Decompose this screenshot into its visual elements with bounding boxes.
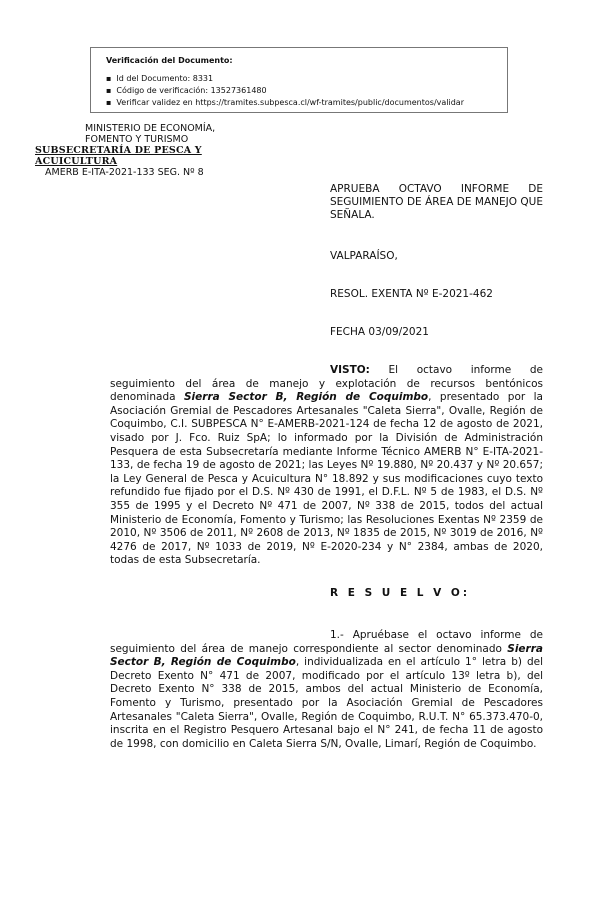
resuelvo-heading: R E S U E L V O: <box>330 587 471 599</box>
resolution-date: FECHA 03/09/2021 <box>330 326 429 338</box>
place: VALPARAÍSO, <box>330 250 398 262</box>
visto-paragraph <box>110 364 543 568</box>
resolution-subject: APRUEBA OCTAVO INFORME DE SEGUIMIENTO DE ÁREA DE MANEJO QUE SEÑALA. <box>330 183 543 221</box>
visto-text-2: , presentado por la Asociación Gremial de Pescadores Artesanales "Caleta Sierra", Ovalle, Región de Coquimbo, C.I. SUBPESCA N° E-AMERB-2021-124 de fecha 12 de agosto de 2021, visado por J. Fco. Ruiz SpA; lo informado por la División de Administración Pesquera de esta Subsecretaría mediante Informe Técnico AMERB N° E-ITA-2021-133, de fecha 19 de agosto de 2021; las Leyes Nº 19.880, Nº 20.437 y Nº 20.657; la Ley General de Pesca y Acuicultura N° 18.892 y sus modificaciones cuyo texto refundido fue fijado por el D.S. Nº 430 de 1991, el D.F.L. Nº 5 de 1983, el D.S. Nº 355 de 1995 y el Decreto Nº 471 de 2007, Nº 338 de 2015, todos del actual Ministerio de Economía, Fomento y Turismo; las Resoluciones Exentas Nº 2359 de 2010, Nº 3506 de 2011, Nº 2608 de 2013, Nº 1835 de 2015, Nº 3019 de 2016, Nº 4276 de 2017, Nº 1033 de 2019, Nº E-2020-234 y N° 2384, ambas de 2020, todas de esta Subsecretaría. <box>110 391 543 567</box>
verification-box <box>90 47 508 113</box>
resolution-item-1 <box>110 629 543 751</box>
verification-code: ▪ Código de verificación: 13527361480 <box>106 85 507 97</box>
resolution-number: RESOL. EXENTA Nº E-2021-462 <box>330 288 493 300</box>
visto-text-1: El octavo informe de seguimiento del área de manejo y explotación de recursos bentónicos denominada <box>110 364 543 404</box>
subsecretaria-title: SUBSECRETARÍA DE PESCA Y ACUICULTURA <box>35 145 202 167</box>
document-id: ▪ Id del Documento: 8331 <box>106 73 507 85</box>
verification-list <box>106 73 507 109</box>
verification-title: Verificación del Documento: <box>106 56 233 65</box>
ministry-header <box>35 123 285 178</box>
verification-url[interactable]: ▪ Verificar validez en https://tramites.subpesca.cl/wf-tramites/public/documentos/validar <box>106 97 507 109</box>
amerb-reference: AMERB E-ITA-2021-133 SEG. Nº 8 <box>45 167 204 178</box>
item1-sector: Sierra Sector B, Región de Coquimbo <box>110 642 543 669</box>
item1-text-2: , individualizada en el artículo 1° letra b) del Decreto Exento N° 471 de 2007, modificado por el artículo 13º letra b), del Decreto Exento N° 338 de 2015, ambos del actual Ministerio de Economía, Fomento y Turismo, presentado por la Asociación Gremial de Pescadores Artesanales "Caleta Sierra", Ovalle, Región de Coquimbo, R.U.T. N° 65.373.470-0, inscrita en el Registro Pesquero Artesanal bajo el N° 241, de fecha 11 de agosto de 1998, con domicilio en Caleta Sierra S/N, Ovalle, Limarí, Región de Coquimbo. <box>110 656 543 750</box>
visto-label: VISTO: <box>330 364 370 376</box>
ministry-line-2: FOMENTO Y TURISMO <box>85 134 189 145</box>
ministry-line-1: MINISTERIO DE ECONOMÍA, <box>85 123 216 134</box>
item1-text-1: 1.- Apruébase el octavo informe de seguimiento del área de manejo correspondiente al sector denominado <box>110 629 543 655</box>
visto-sector: Sierra Sector B, Región de Coquimbo <box>183 391 429 404</box>
